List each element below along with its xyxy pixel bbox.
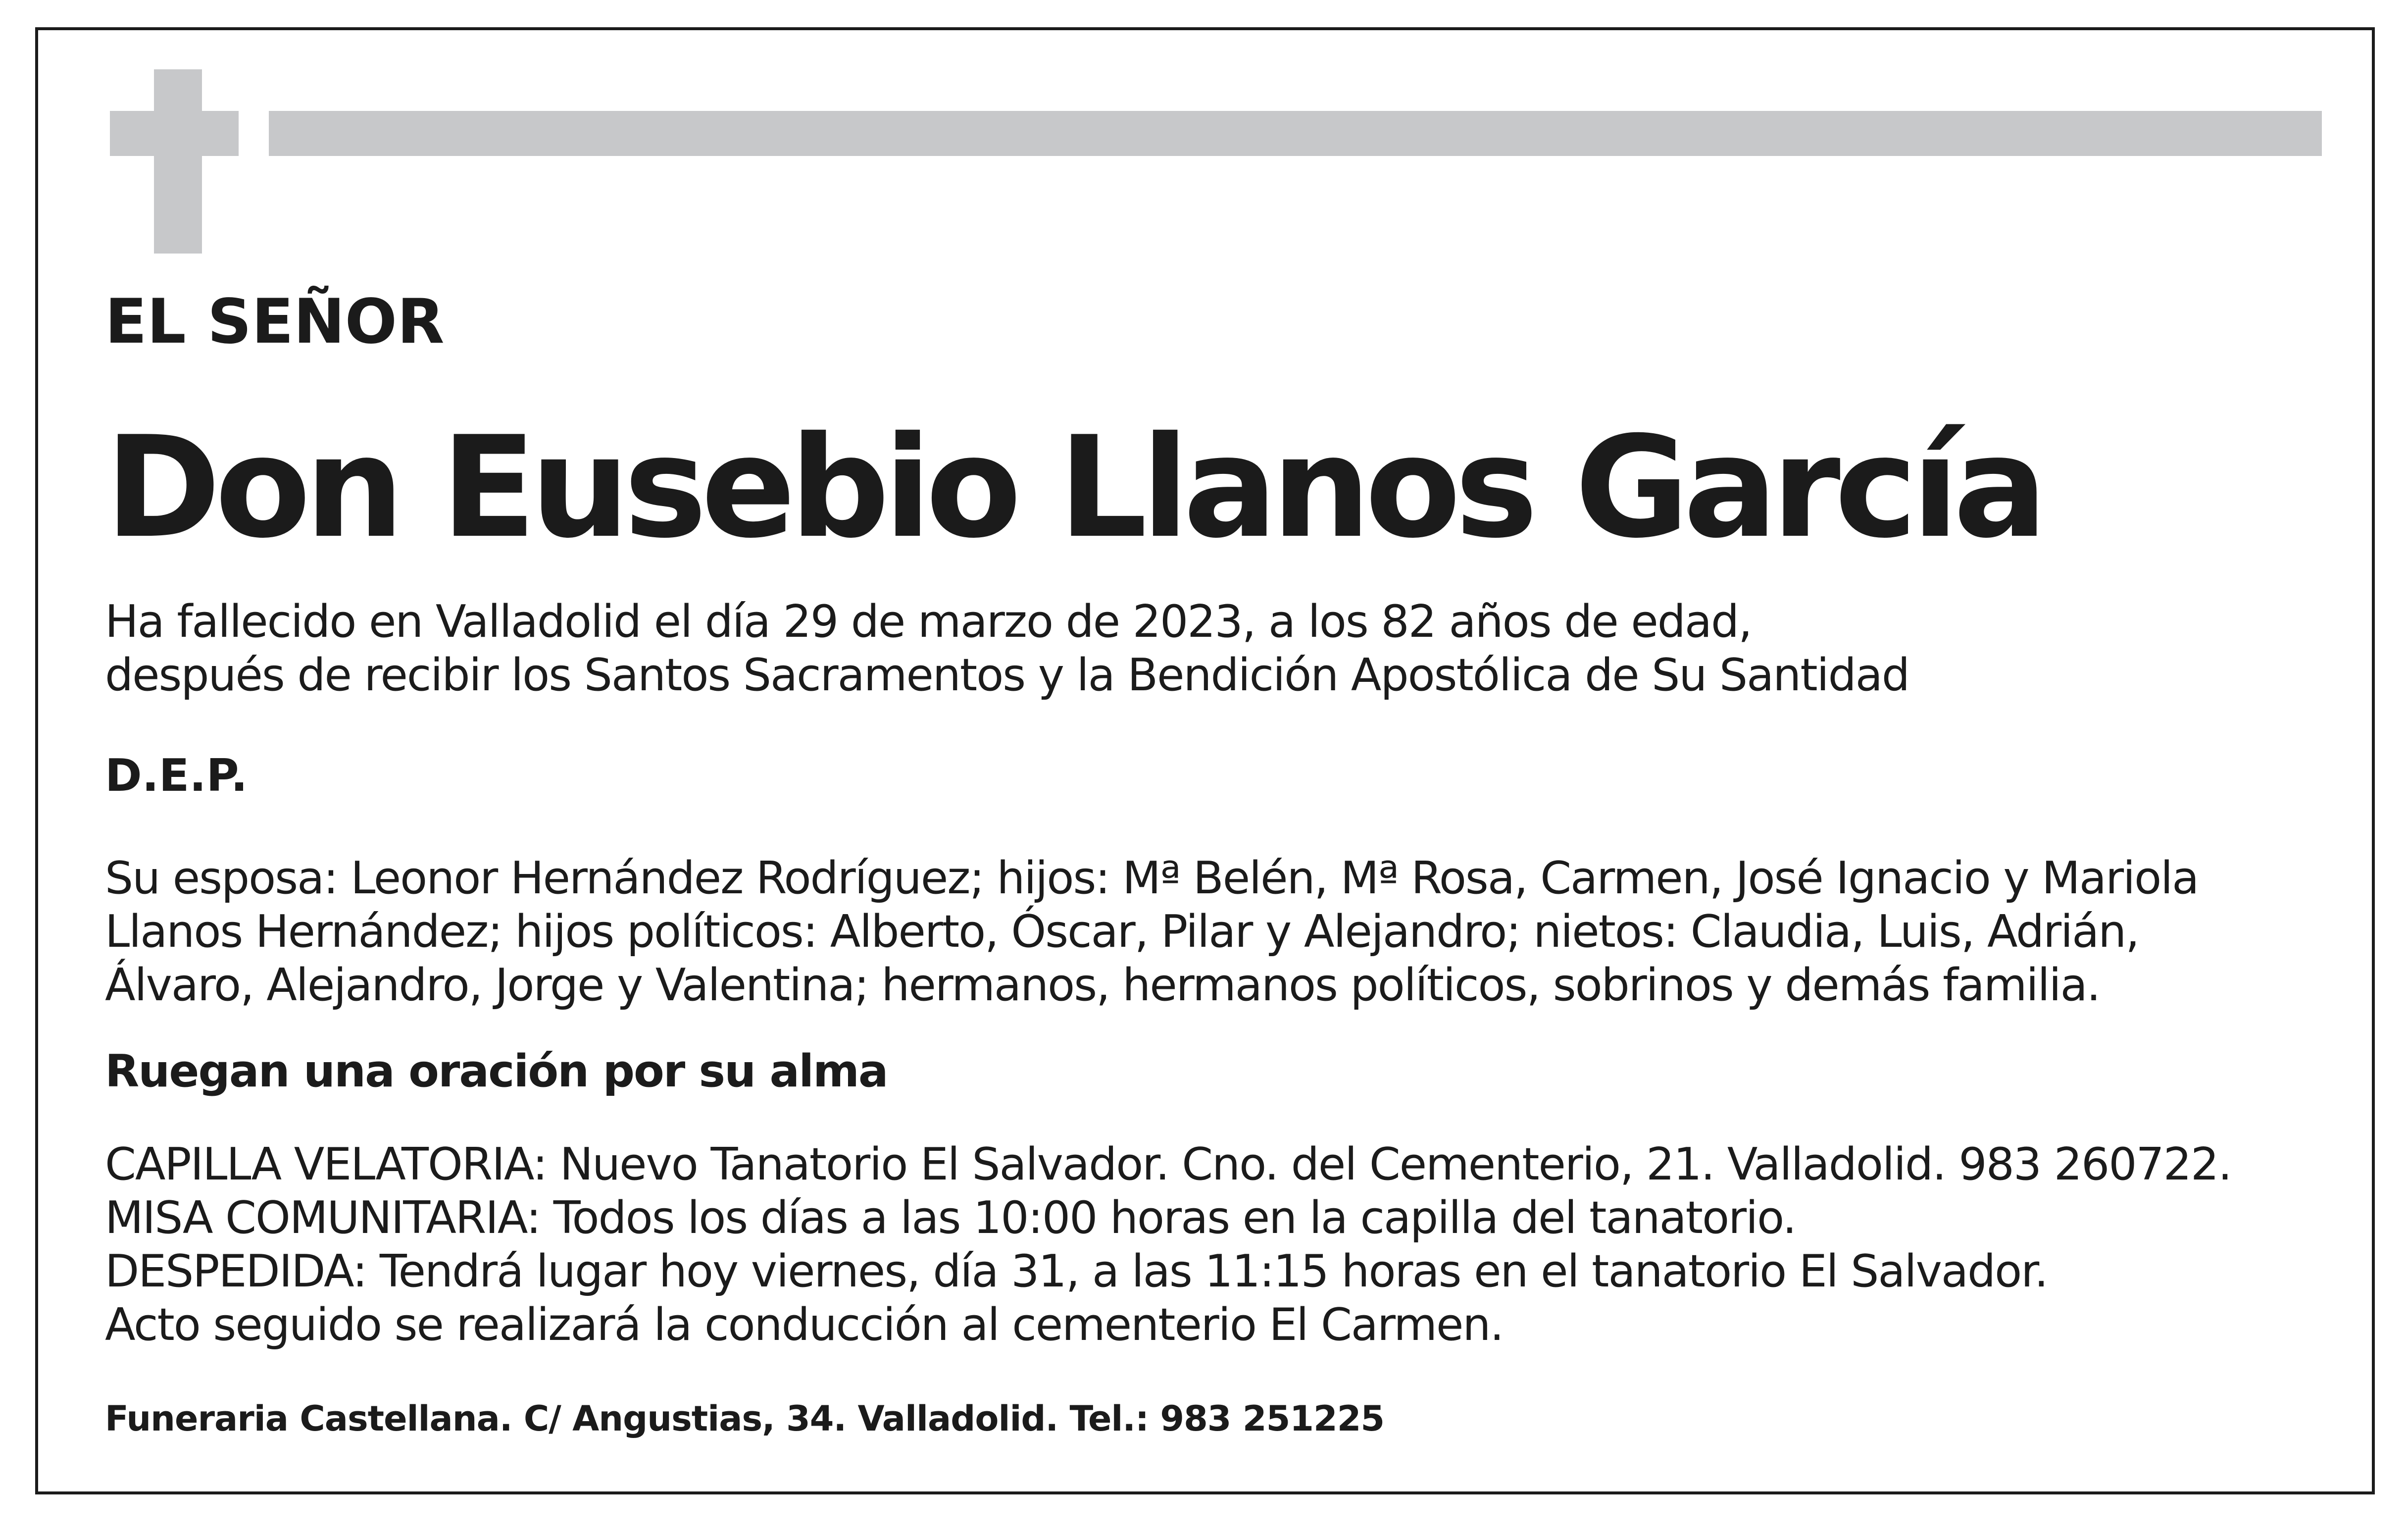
service-line-chapel: CAPILLA VELATORIA: Nuevo Tanatorio El Salvador. Cno. del Cementerio, 21. Valladolid. 983 260722. (105, 1138, 2231, 1190)
family-line: Álvaro, Alejandro, Jorge y Valentina; hermanos, hermanos políticos, sobrinos y demás familia. (105, 959, 2100, 1011)
cross-horizontal-bar (110, 111, 239, 156)
title-label: EL SEÑOR (105, 286, 445, 358)
intro-line: después de recibir los Santos Sacramentos y la Bendición Apostólica de Su Santidad (105, 649, 1909, 701)
family-paragraph (105, 852, 2198, 1012)
deceased-name: Don Eusebio Llanos García (105, 406, 2042, 569)
rip-label: D.E.P. (105, 750, 248, 802)
family-line: Su esposa: Leonor Hernández Rodríguez; hijos: Mª Belén, Mª Rosa, Carmen, José Ignacio y Mariola (105, 852, 2199, 904)
header-rule (269, 111, 2322, 156)
service-line-mass: MISA COMUNITARIA: Todos los días a las 10:00 horas en la capilla del tanatorio. (105, 1192, 1796, 1244)
funeral-home-info: Funeraria Castellana. C/ Angustias, 34. Valladolid. Tel.: 983 251225 (105, 1398, 1385, 1439)
family-line: Llanos Hernández; hijos políticos: Alberto, Óscar, Pilar y Alejandro; nietos: Claudia, Luis, Adrián, (105, 906, 2139, 958)
cross-vertical-bar (154, 69, 202, 254)
service-details (105, 1138, 2231, 1352)
intro-line: Ha fallecido en Valladolid el día 29 de marzo de 2023, a los 82 años de edad, (105, 596, 1752, 648)
service-line-procession: Acto seguido se realizará la conducción al cementerio El Carmen. (105, 1299, 1504, 1351)
prayer-request: Ruegan una oración por su alma (105, 1045, 888, 1097)
death-announcement (105, 595, 1909, 702)
service-line-farewell: DESPEDIDA: Tendrá lugar hoy viernes, día 31, a las 11:15 horas en el tanatorio El Salvador. (105, 1245, 2048, 1297)
